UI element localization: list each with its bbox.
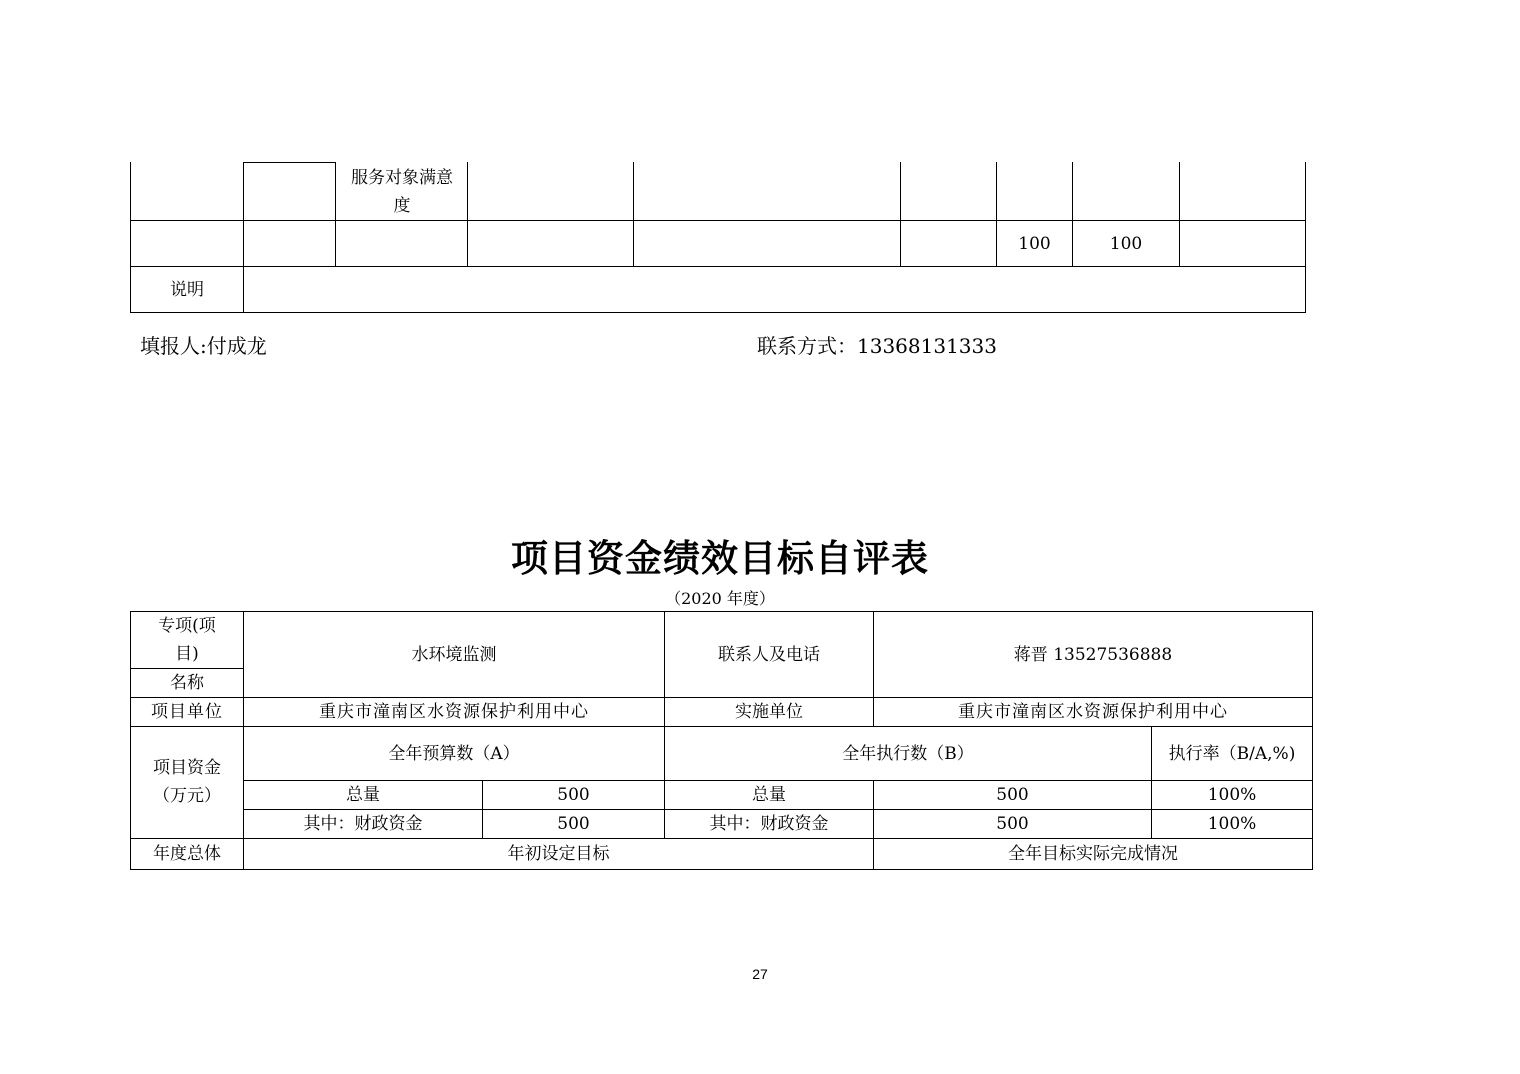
project-unit-label: 项目单位 [151, 702, 223, 722]
project-name-label-line3: 名称 [170, 673, 204, 693]
impl-unit-value: 重庆市潼南区水资源保护利用中心 [958, 702, 1228, 722]
funds-label-line1: 项目资金 [153, 758, 221, 778]
funds-label-line2: （万元） [153, 786, 221, 806]
contact-value: 蒋晋 13527536888 [1013, 644, 1173, 665]
total-label: 总量 [346, 785, 380, 805]
project-unit-value: 重庆市潼南区水资源保护利用中心 [319, 702, 589, 722]
total-exec: 500 [996, 785, 1029, 805]
fiscal-exec: 500 [996, 814, 1029, 834]
project-name-label-line2: 目) [175, 644, 199, 664]
reporter-contact: 联系方式：13368131333 [757, 334, 997, 358]
fiscal-budget: 500 [557, 814, 590, 834]
impl-unit-label: 实施单位 [735, 702, 803, 722]
fiscal-exec-label: 其中：财政资金 [709, 814, 829, 834]
budget-header: 全年预算数（A） [388, 743, 520, 764]
reporter-name: 填报人:付成龙 [140, 334, 267, 358]
project-name-label-line1: 专项(项 [158, 616, 216, 636]
satisfaction-indicator: 服务对象满意度 [351, 168, 453, 216]
project-name-value: 水环境监测 [411, 644, 497, 665]
fiscal-label: 其中：财政资金 [303, 814, 423, 834]
form-year: （2020 年度） [665, 589, 775, 608]
page-number: 27 [752, 966, 768, 982]
actual-header: 全年目标实际完成情况 [1008, 844, 1178, 864]
total-rate: 100% [1207, 785, 1257, 805]
indicator-value: 100 [1018, 233, 1051, 254]
contact-label: 联系人及电话 [718, 644, 820, 665]
total-exec-label: 总量 [752, 785, 786, 805]
total-budget: 500 [557, 785, 590, 805]
note-label: 说明 [170, 279, 204, 300]
fiscal-rate: 100% [1207, 814, 1257, 834]
form-title: 项目资金绩效目标自评表 [511, 536, 929, 580]
annual-label: 年度总体 [153, 844, 221, 864]
indicator-score: 100 [1109, 233, 1143, 254]
exec-header: 全年执行数（B） [842, 743, 974, 764]
rate-header: 执行率（B/A,%) [1168, 743, 1296, 764]
target-header: 年初设定目标 [507, 844, 610, 864]
